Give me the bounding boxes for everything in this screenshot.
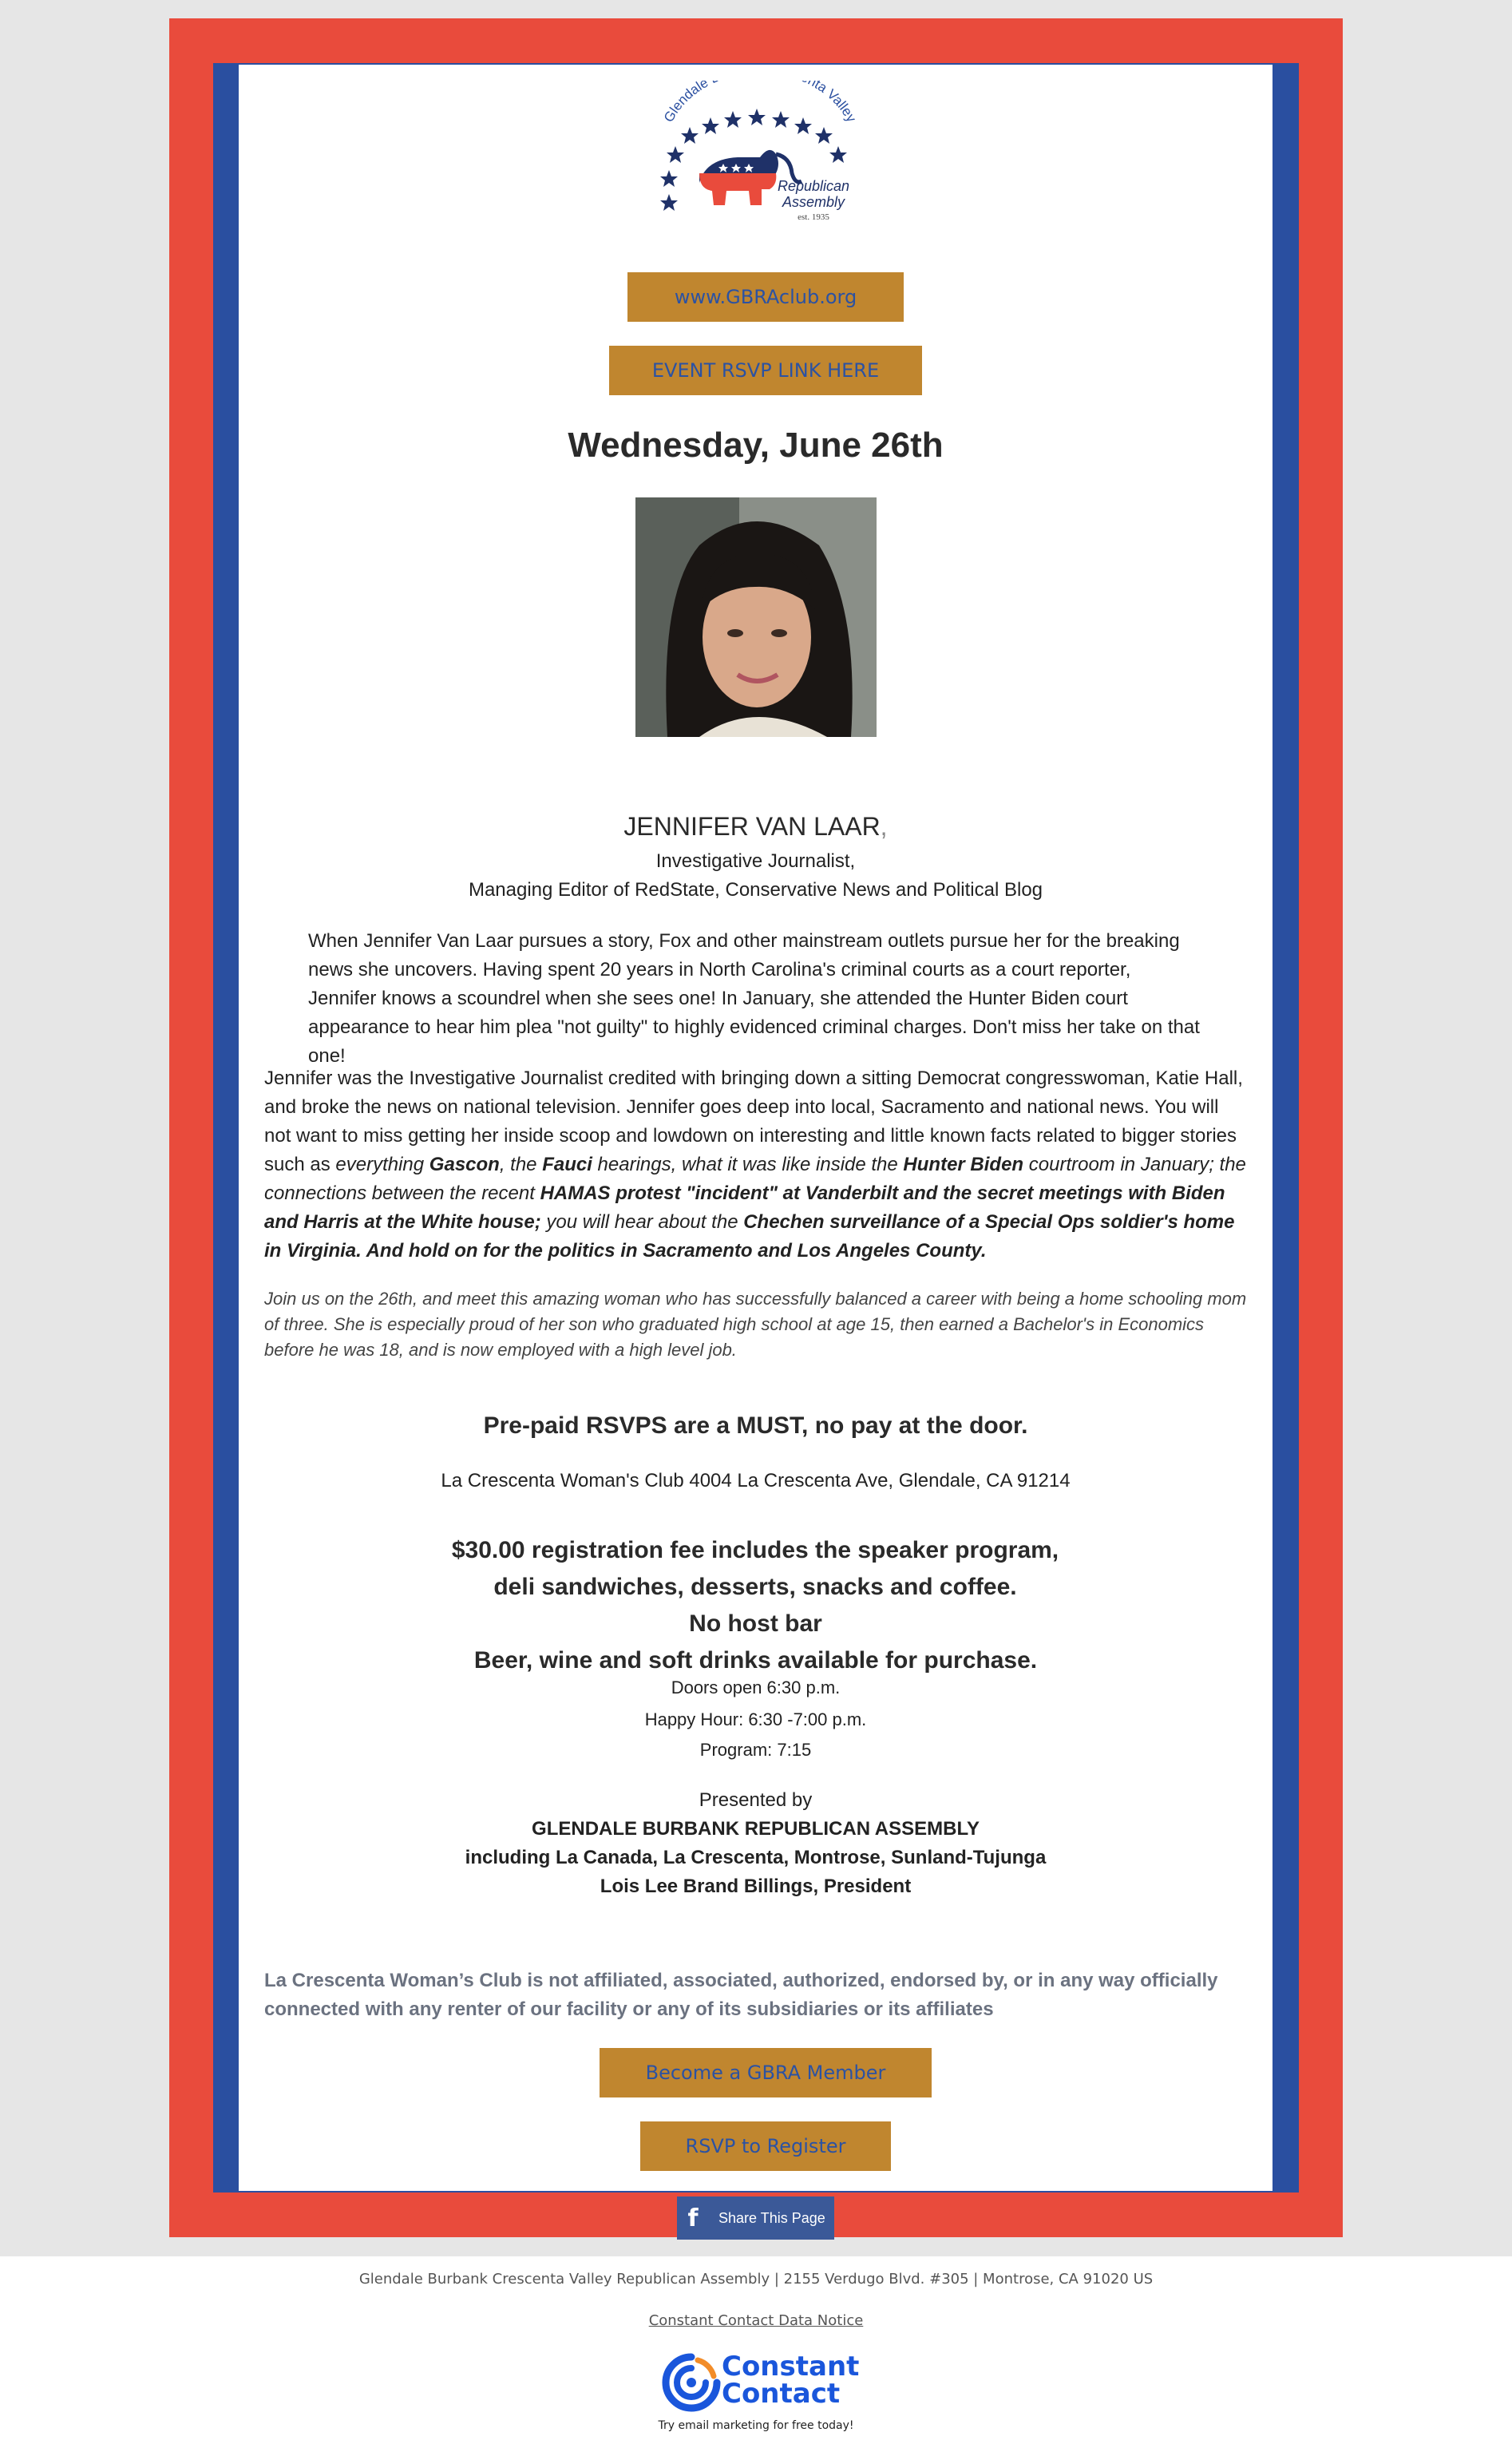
body-b2: Fauci [542, 1154, 592, 1175]
presenter-president: Lois Lee Brand Billings, President [600, 1876, 912, 1897]
footer-address: Glendale Burbank Crescenta Valley Republican Assembly | 2155 Verdugo Blvd. #305 | Montrose, CA 91020 US [358, 2271, 1154, 2288]
doors-open: Doors open 6:30 p.m. [671, 1678, 841, 1697]
presenter-including: including La Canada, La Crescenta, Montrose, Sunland-Tujunga [465, 1847, 1047, 1868]
constant-contact-logo[interactable] [659, 2351, 859, 2414]
body-b3: Hunter Biden [903, 1154, 1024, 1175]
speaker-photo [635, 497, 877, 737]
email-content [239, 65, 1273, 2232]
website-button[interactable]: www.GBRAclub.org [627, 272, 904, 322]
body-s3: hearings, what it was like inside the [592, 1154, 904, 1175]
registration-fee: $30.00 registration fee includes the speaker program, deli sandwiches, desserts, snacks and coffee. [451, 1537, 1059, 1600]
body-s1: everything [335, 1154, 429, 1175]
email-footer [0, 2256, 1512, 2448]
event-rsvp-button[interactable]: EVENT RSVP LINK HERE [609, 346, 922, 395]
body-s5: you will hear about the [540, 1211, 744, 1233]
speaker-name [239, 812, 1273, 842]
event-date-heading: Wednesday, June 26th [568, 426, 944, 465]
speaker-title-1: Investigative Journalist, [655, 850, 856, 872]
data-notice-link[interactable]: Constant Contact Data Notice [648, 2312, 864, 2329]
brand-contact: Contact [722, 2378, 841, 2410]
body-b5: Chechen surveillance of a Special Ops soldier's home in Virginia. And hold on for the politics in Sacramento and Los Angeles County. [264, 1211, 1235, 1262]
logo-est: est. 1935 [798, 212, 829, 222]
brand-constant: Constant [722, 2351, 860, 2383]
speaker-name-comma: , [880, 812, 888, 841]
presenter-org: GLENDALE BURBANK REPUBLICAN ASSEMBLY [532, 1818, 980, 1840]
blue-frame [213, 63, 1299, 2232]
body-plain: Jennifer was the Investigative Journalist credited with bringing down a sitting Democrat congresswoman, Katie Hall, and broke the news on national television. Jennifer goes deep into local, Sacramento and national news. You will not want to miss getting her inside scoop and lowdown on interesting and little known facts related to bigger stories such as [264, 1068, 1243, 1175]
logo-assembly: Assembly [782, 194, 845, 210]
join-paragraph: Join us on the 26th, and meet this amazing woman who has successfully balanced a career with being a home schooling mom of three. She is especially proud of her son who graduated high school at age 15, then earned a Bachelor's in Economics before he was 18, and is now employed with a high level job. [264, 1289, 1247, 1360]
prepaid-notice: Pre-paid RSVPS are a MUST, no pay at the door. [483, 1412, 1028, 1439]
intro-paragraph: When Jennifer Van Laar pursues a story, Fox and other mainstream outlets pursue her for the breaking news she uncovers. Having spent 20 years in North Carolina's criminal courts as a court reporter, Jennifer knows a scoundrel when she sees one! In January, she attended the Hunter Biden court appearance to hear him plea "not guilty" to highly evidenced criminal charges. Don't miss her take on that one! [308, 930, 1200, 1067]
body-paragraph [264, 1064, 1248, 1266]
logo-arc-text: Glendale nta Valley [660, 81, 860, 125]
no-host-bar: No host bar [689, 1610, 822, 1637]
disclaimer: La Crescenta Woman’s Club is not affiliated, associated, authorized, endorsed by, or in any way officially connected with any renter of our facility or any of its subsidiaries or its affiliates [264, 1970, 1218, 2020]
happy-hour: Happy Hour: 6:30 -7:00 p.m. [644, 1709, 867, 1729]
body-b4: HAMAS protest "incident" at Vanderbilt and the secret meetings with Biden and Harris at the White house; [264, 1182, 1225, 1233]
body-s2: , the [499, 1154, 543, 1175]
facebook-share-button[interactable] [677, 2196, 834, 2240]
facebook-icon: f [687, 2204, 699, 2232]
body-s4: courtroom in January; the connections between the recent [264, 1154, 1246, 1204]
rsvp-register-button[interactable]: RSVP to Register [640, 2121, 891, 2171]
outer-red-frame [169, 18, 1343, 2237]
speaker-title-2: Managing Editor of RedState, Conservative News and Political Blog [468, 879, 1043, 901]
venue-address: La Crescenta Woman's Club 4004 La Crescenta Ave, Glendale, CA 91214 [441, 1470, 1071, 1491]
cc-tagline: Try email marketing for free today! [658, 2419, 854, 2432]
speaker-name-text: JENNIFER VAN LAAR [623, 812, 881, 841]
program-time: Program: 7:15 [699, 1740, 812, 1760]
become-member-button[interactable]: Become a GBRA Member [600, 2048, 932, 2097]
presented-by: Presented by [699, 1789, 813, 1811]
body-b1: Gascon [429, 1154, 500, 1175]
gbra-logo [650, 81, 865, 224]
share-label: Share This Page [718, 2209, 825, 2226]
logo-republican: Republican [777, 178, 850, 194]
drinks-note: Beer, wine and soft drinks available for purchase. [473, 1647, 1038, 1674]
